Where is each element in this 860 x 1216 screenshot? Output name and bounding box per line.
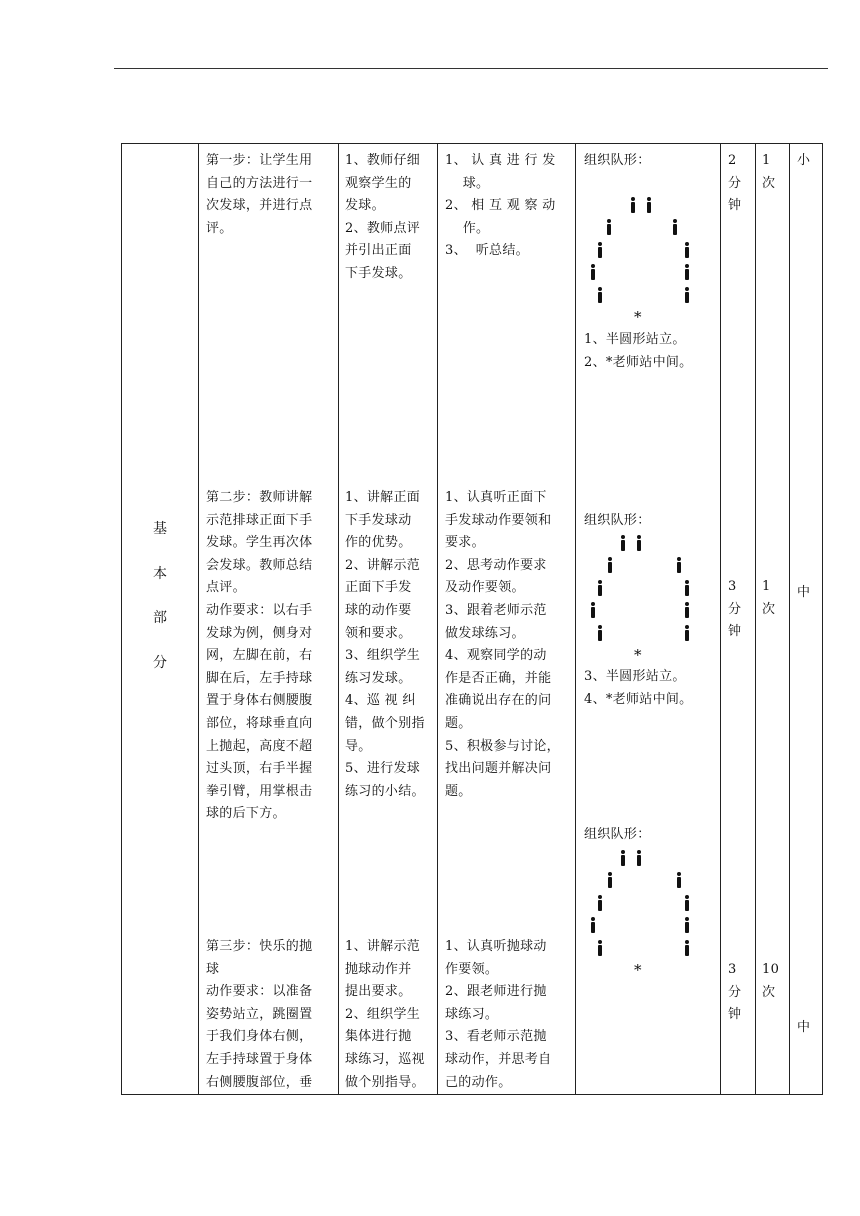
step2-intensity: 中 [797, 585, 811, 600]
column-divider [789, 144, 790, 1094]
step1-times: 1 次 [762, 153, 776, 191]
person-icon [604, 219, 614, 235]
step1-org-notes: 1、半圆形站立。 2、*老师站中间。 [584, 332, 693, 370]
step1-org-title: 组织队形： [584, 153, 651, 168]
step3-intensity: 中 [797, 1020, 811, 1035]
person-icon [634, 850, 644, 866]
person-icon [682, 917, 692, 933]
step1-teacher: 1、教师仔细 观察学生的 发球。 2、教师点评 并引出正面 下手发球。 [345, 153, 421, 281]
person-icon [605, 557, 615, 573]
step2-times: 1 次 [762, 579, 776, 617]
column-divider [198, 144, 199, 1094]
step2-org-title: 组织队形： [584, 513, 651, 528]
person-icon [682, 287, 692, 303]
top-rule [114, 68, 828, 69]
step3-content: 第三步：快乐的抛 球 动作要求：以准备 姿势站立，跳圈置 于我们身体右侧， 左手持球置于身体 右侧腰腹部位，垂 [206, 939, 313, 1090]
section-char: 分 [153, 654, 167, 671]
step3-student: 1、认真听抛球动 作要领。 2、跟老师进行抛 球练习。 3、看老师示范抛 球动作，并思考自 己的动作。 [445, 939, 552, 1090]
person-icon [618, 850, 628, 866]
step3-teacher: 1、讲解示范 抛球动作并 提出要求。 2、组织学生 集体进行抛 球练习，巡视 做个别指导。 [345, 939, 425, 1090]
person-icon [674, 872, 684, 888]
step1-student: 1、 认 真 进 行 发 球。 2、 相 互 观 察 动 作。 3、 听总结。 [445, 153, 556, 259]
person-icon [634, 535, 644, 551]
column-divider [338, 144, 339, 1094]
person-icon [644, 197, 654, 213]
step3-org-title: 组织队形： [584, 827, 651, 842]
step3-time: 3 分 钟 [728, 962, 742, 1023]
formation-diagram-2 [584, 534, 718, 664]
person-icon [682, 940, 692, 956]
person-icon [670, 219, 680, 235]
column-divider [437, 144, 438, 1094]
person-icon [595, 242, 605, 258]
section-char: 部 [153, 610, 167, 626]
person-icon [682, 895, 692, 911]
person-icon [682, 264, 692, 280]
teacher-marker: * [634, 961, 642, 979]
column-divider [720, 144, 721, 1094]
lesson-plan-table [121, 143, 823, 1095]
person-icon [682, 625, 692, 641]
step2-teacher: 1、讲解正面 下手发球动 作的优势。 2、讲解示范 正面下手发 球的动作要 领和要求。 3、组织学生 练习发球。 4、巡 视 纠 错，做个别指 导。 5、进行发球 练习的小结。 [345, 490, 425, 799]
section-char: 基 [153, 521, 167, 537]
person-icon [682, 242, 692, 258]
teacher-marker: * [634, 646, 642, 664]
step1-time: 2 分 钟 [728, 153, 742, 214]
person-icon [605, 872, 615, 888]
person-icon [682, 602, 692, 618]
step2-student: 1、认真听正面下 手发球动作要领和 要求。 2、思考动作要求 及动作要领。 3、跟着老师示范 做发球练习。 4、观察同学的动 作是否正确，并能 准确说出存在的问 题。 5、积极参与讨论， 找出问题并解决问 题。 [445, 490, 560, 799]
step2-time: 3 分 钟 [728, 579, 742, 640]
person-icon [588, 264, 598, 280]
column-divider [755, 144, 756, 1094]
step3-times: 10 次 [762, 962, 780, 1000]
step2-org-notes: 3、半圆形站立。 4、*老师站中间。 [584, 669, 693, 707]
teacher-marker: * [634, 308, 642, 326]
person-icon [628, 197, 638, 213]
person-icon [588, 602, 598, 618]
person-icon [618, 535, 628, 551]
person-icon [595, 940, 605, 956]
column-divider [575, 144, 576, 1094]
person-icon [595, 895, 605, 911]
person-icon [674, 557, 684, 573]
person-icon [595, 625, 605, 641]
step2-content: 第二步：教师讲解 示范排球正面下手 发球。学生再次体 会发球。教师总结 点评。 动作要求：以右手 发球为例，侧身对 网，左脚在前，右 脚在后，左手持球 置于身体右侧腰腹 部位，将球垂直向 上抛起，高度不超 过头顶，右手半握 拳引臂，用掌根击 球的后下方。 [206, 490, 313, 822]
formation-diagram-3 [584, 849, 718, 979]
person-icon [588, 917, 598, 933]
step1-intensity: 小 [797, 153, 811, 168]
person-icon [595, 287, 605, 303]
step1-content: 第一步：让学生用 自己的方法进行一 次发球，并进行点 评。 [206, 153, 313, 236]
formation-diagram-1 [584, 194, 718, 324]
person-icon [595, 580, 605, 596]
person-icon [682, 580, 692, 596]
section-label [122, 507, 198, 685]
section-char: 本 [153, 565, 167, 582]
